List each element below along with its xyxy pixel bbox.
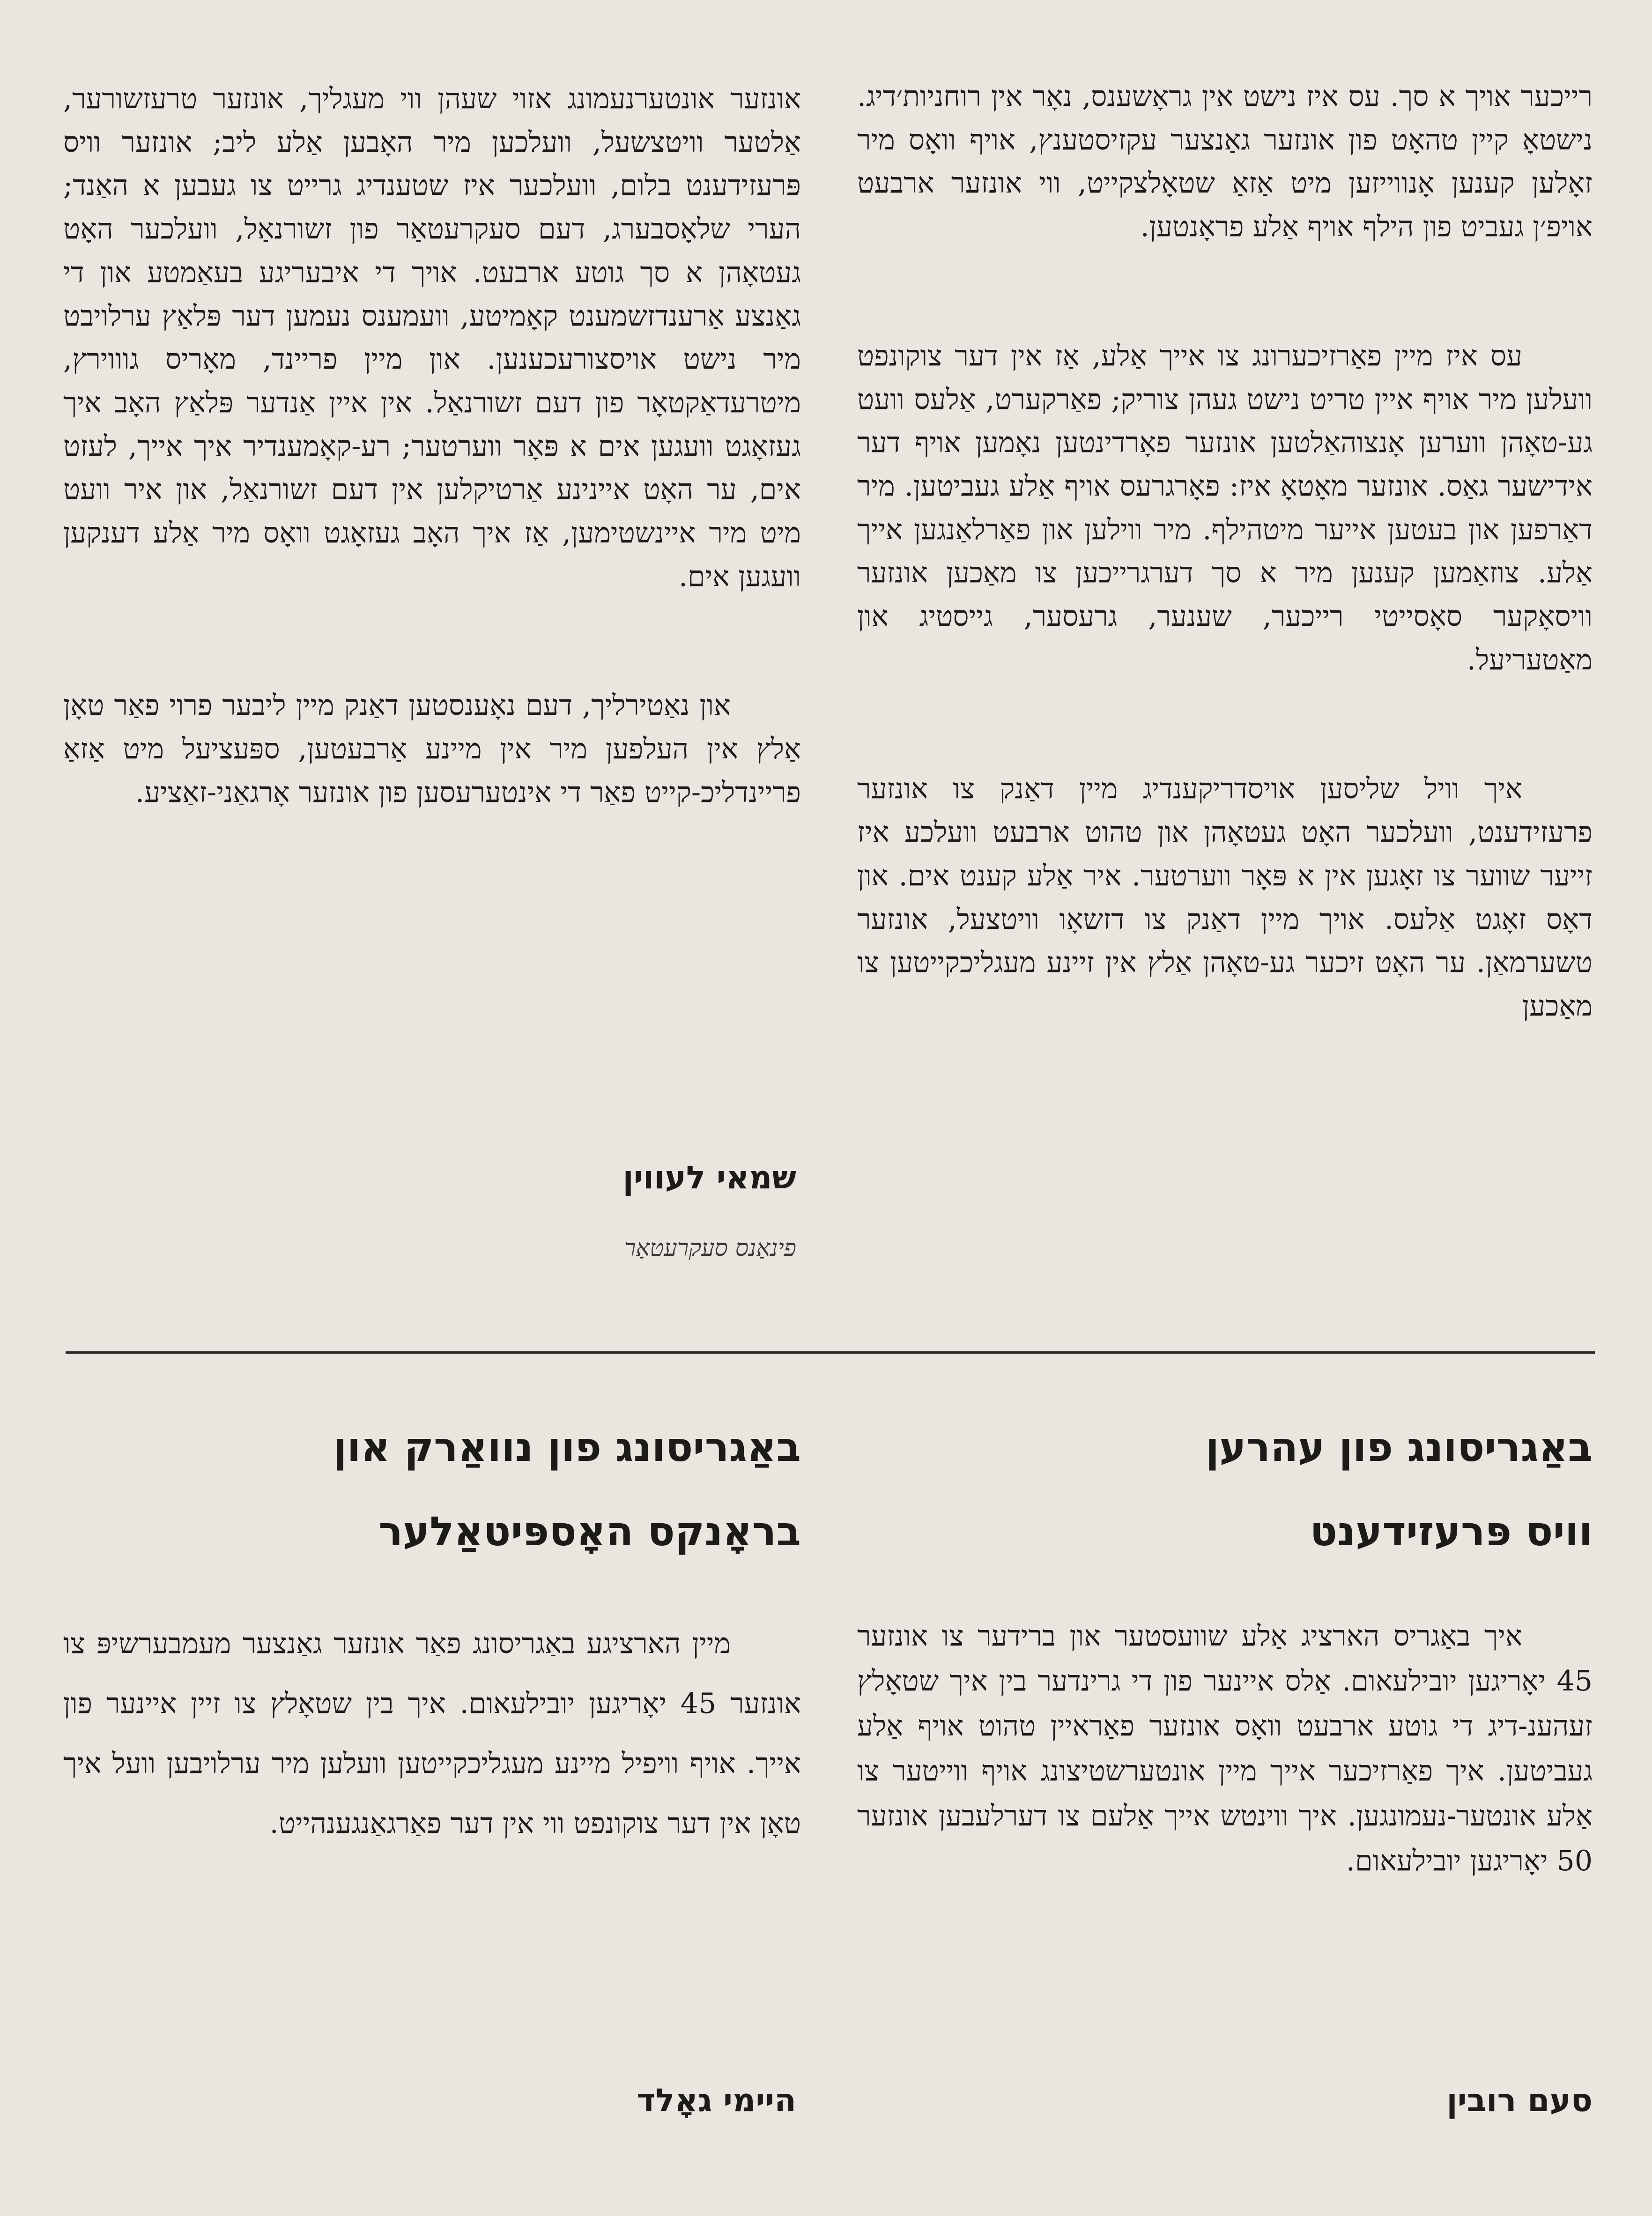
headline-right	[857, 1405, 1593, 1574]
bottom-left-article	[63, 1614, 801, 1853]
paragraph: עס איז מיין פאַרזיכערונג צו אייך אַלע, אַז אין דער צוקונפט וועלען מיר אויף איין טריט נישט געהן צוריק; פאַרקערט, אַלעס וועט גע-טאָהן ווערען אָנצוהאַלטען אונזער פאָרדינטען נאָמען אויף דער אידישער גאַס. אונזער מאָטאָ איז: פאָרגרעס אויף אַלע געביטען. מיר דאַרפען און בעטען אייער מיטהילף. מיר ווילען און פאַרלאַנגען אייך אַלע. צוזאַמען קענען מיר א סך דערגרייכען צו מאַכען אונזער וויסאָקער סאָסייטי רייכער, שענער, גרעסער, גייסטיג און מאַטעריעל.	[857, 339, 1593, 676]
paragraph: מיין הארציגע באַגריסונג פאַר אונזער גאַנצער מעמבערשיפּ צו אונזער 45 יאָריגען יובילעאום. איך בין שטאָלץ צו זיין איינער פון אייך. אויף וויפיל מיינע מעגליכקייטען וועלען מיר ערלויבען וועל איך טאָן אין דער צוקונפט ווי אין דער פאַרגאַנגענהייט.	[63, 1627, 801, 1840]
headline-line: וויס פּרעזידענט	[1310, 1508, 1593, 1555]
signature-title: פינאַנס סעקרעטאַר	[624, 1234, 796, 1261]
paragraph: איך באַגריס הארציג אַלע שוועסטער און ברידער צו אונזער 45 יאָריגען יובילעאום. אַלס איינער פון די גרינדער בין איך שטאָלץ זעהענ-דיג די גוטע ארבעט וואָס אונזער פאַראיין טהוט אויף אַלע געביטען. איך פאַרזיכער אייך מיין אונטערשטיצונג אויף ווייטער צו אַלע אונטער-נעמונגען. איך ווינטש אייך אַלעם צו דערלעבען אונזער 50 יאָריגען יובילעאום.	[857, 1620, 1593, 1877]
headline-line: באַגריסונג פון עהרען	[1205, 1424, 1593, 1471]
top-right-column	[857, 75, 1593, 1028]
headline-left	[63, 1405, 801, 1574]
headline-line: בראָנקס האָספּיטאַלער	[378, 1508, 801, 1555]
signature-sam-rubin: סעם רובין	[1446, 2082, 1593, 2119]
signature-shamai-levin: שמאי לעווין	[622, 1159, 796, 1196]
section-divider	[66, 1351, 1595, 1354]
paragraph: אונזער אונטערנעמונג אזוי שעהן ווי מעגליך, אונזער טרעזשורער, אַלטער וויטצשעל, וועלכען מיר האָבען אַלע ליב; אונזער וויס פּרעזידענט בלום, וועלכער איז שטענדיג גרייט צו געבען א האַנד; הערי שלאָסבערג, דעם סעקרעטאַר פון זשורנאַל, וועלכער האָט געטאָהן א סך גוטע ארבעט. אויך די איבעריגע בעאַמטע און די גאַנצע אַרענדזשמענט קאָמיטע, וועמענס נעמען דער פּלאַץ ערלויבט מיר נישט אויסצורעכענען. און מיין פריינד, מאָריס גוווירץ, מיטרעדאַקטאָר פון דעם זשורנאַל. אין איין אַנדער פּלאַץ האָב איך געזאָגט וועגען אים א פּאָר ווערטער; רע-קאָמענדיר איך אייך, לעזט אים, ער האָט איינינע אַרטיקלען אין דעם זשורנאַל, און איר וועט מיט מיר איינשטימען, אַז איך האָב געזאָגט וואָס מיר אַלע דענקען וועגען אים.	[63, 82, 801, 593]
paragraph: און נאַטירליך, דעם נאָענסטען דאַנק מיין ליבער פרוי פאַר טאָן אַלץ אין העלפען מיר אין מיינע אַרבעטען, ספּעציעל מיט אַזאַ פריינדליכ-קייט פאַר די אינטערעסען פון אונזער אָרגאַני-זאַציע.	[63, 689, 801, 809]
headline-line: באַגריסונג פון נוואַרק און	[333, 1424, 801, 1471]
bottom-right-article	[857, 1614, 1593, 1883]
top-left-column	[63, 77, 801, 815]
paragraph: איך וויל שליסען אויסדריקענדיג מיין דאַנק צו אונזער פרעזידענט, וועלכער האָט געטאָהן און טהוט ארבעט וועלכע איז זייער שווער צו זאָגען אין א פּאָר ווערטער. איר אַלע קענט אים. און דאָס זאָגט אַלעס. אויך מיין דאַנק צו דזשאָו וויטצעל, אונזער טשערמאַן. ער האָט זיכער גע-טאָהן אַלץ אין זיינע מעגליכקייטען צו מאַכען	[857, 772, 1593, 1023]
signature-haimi-gold: היימי גאָלד	[637, 2082, 796, 2119]
paragraph: רייכער אויך א סך. עס איז נישט אין גראָשענס, נאָר אין רוחניות׳דיג. נישטאָ קיין טהאָט פון אונזער גאַנצער עקזיסטענץ, אויף וואָס מיר זאָלען קענען אָנווייזען מיט אַזאַ שטאָלצקייט, ווי אונזער ארבעט אויפ׳ן געביט פון הילף אויף אַלע פראָנטען.	[857, 80, 1593, 244]
